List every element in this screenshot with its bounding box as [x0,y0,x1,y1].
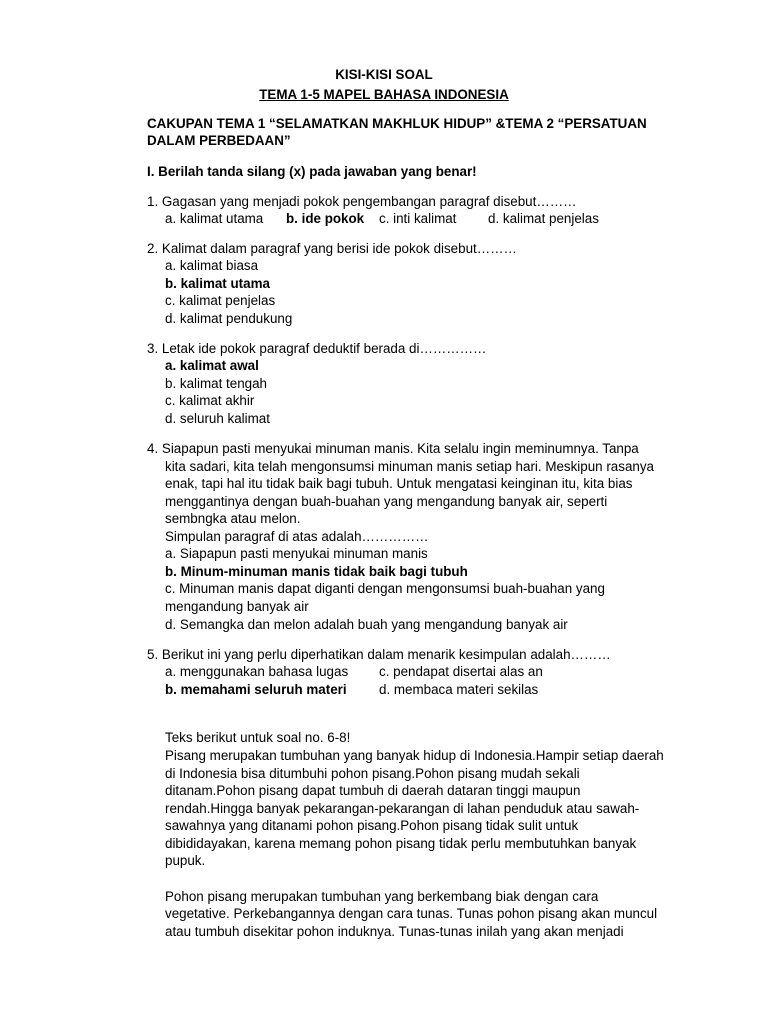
text-p1-line: sawahnya yang ditanami pohon pisang.Pohon pisang tidak sulit untuk [165,818,579,833]
text-p1-line: Pisang merupakan tumbuhan yang banyak hidup di Indonesia.Hampir setiap daerah [165,748,664,763]
q5-option-a: a. menggunakan bahasa lugas [165,664,349,679]
q4-option-c: c. Minuman manis dapat diganti dengan mengonsumsi buah-buahan yang [165,581,605,596]
text-p2-line: Pohon pisang merupakan tumbuhan yang berkembang biak dengan cara [165,889,599,904]
q3-option-b: b. kalimat tengah [165,376,267,391]
text-p2-line: vegetative. Perkebangannya dengan cara tunas. Tunas pohon pisang akan muncul [165,906,658,921]
question-5: 5. Berikut ini yang perlu diperhatikan dalam menarik kesimpulan adalah……… [147,647,611,662]
q3-option-c: c. kalimat akhir [165,393,255,408]
q2-option-b: b. kalimat utama [165,276,270,291]
q1-option-b: b. ide pokok [286,211,365,226]
q3-option-a: a. kalimat awal [165,358,259,373]
instruction: I. Berilah tanda silang (x) pada jawaban yang benar! [147,164,477,179]
q5-option-d: d. membaca materi sekilas [379,682,539,697]
scope-line-1: CAKUPAN TEMA 1 “SELAMATKAN MAKHLUK HIDUP” &TEMA 2 “PERSATUAN [147,116,647,131]
question-1: 1. Gagasan yang menjadi pokok pengembangan paragraf disebut……… [147,194,577,209]
question-2: 2. Kalimat dalam paragraf yang berisi ide pokok disebut……… [147,241,517,256]
q4-passage-line-5: sembngka atau melon. [165,511,301,526]
text-p1-line: rendah.Hingga banyak pekarangan-pekarangan di lahan penduduk atau sawah- [165,801,640,816]
q3-option-d: d. seluruh kalimat [165,411,270,426]
q2-option-d: d. kalimat pendukung [165,311,293,326]
q4-option-c-continued: mengandung banyak air [165,599,309,614]
text-p1-line: pupuk. [165,853,206,868]
q4-passage-line-2: kita sadari, kita telah mengonsumsi minuman manis setiap hari. Meskipun rasanya [165,459,654,474]
text-p1-line: ditanam.Pohon pisang dapat tumbuh di daerah dataran tinggi maupun [165,783,581,798]
document-title: KISI-KISI SOAL [335,67,433,82]
document-subtitle: TEMA 1-5 MAPEL BAHASA INDONESIA [259,87,509,102]
question-4: Simpulan paragraf di atas adalah…………… [165,529,429,544]
q2-option-a: a. kalimat biasa [165,258,259,273]
q4-option-a: a. Siapapun pasti menyukai minuman manis [165,546,428,561]
q2-option-c: c. kalimat penjelas [165,293,276,308]
q1-option-a: a. kalimat utama [165,211,264,226]
text-heading: Teks berikut untuk soal no. 6-8! [165,730,351,745]
q1-option-d: d. kalimat penjelas [488,211,599,226]
q4-passage-line-1: 4. Siapapun pasti menyukai minuman manis. Kita selalu ingin meminumnya. Tanpa [147,441,639,456]
q4-option-d: d. Semangka dan melon adalah buah yang mengandung banyak air [165,617,568,632]
q5-option-b: b. memahami seluruh materi [165,682,347,697]
scope-line-2: DALAM PERBEDAAN” [147,133,291,148]
q4-passage-line-4: menggantinya dengan buah-buahan yang mengandung banyak air, seperti [165,494,608,509]
q1-option-c: c. inti kalimat [379,211,457,226]
q4-passage-line-3: enak, tapi hal itu tidak baik bagi tubuh. Untuk mengatasi keinginan itu, kita bias [165,476,633,491]
question-3: 3. Letak ide pokok paragraf deduktif berada di…………… [147,341,487,356]
text-p2-line: atau tumbuh disekitar pohon induknya. Tunas-tunas inilah yang akan menjadi [165,924,624,939]
text-p1-line: dibididayakan, karena memang pohon pisang tidak perlu membutuhkan banyak [165,836,637,851]
q5-option-c: c. pendapat disertai alas an [379,664,543,679]
q4-option-b: b. Minum-minuman manis tidak baik bagi tubuh [165,564,468,579]
text-p1-line: di Indonesia bisa ditumbuhi pohon pisang.Pohon pisang mudah sekali [165,766,580,781]
